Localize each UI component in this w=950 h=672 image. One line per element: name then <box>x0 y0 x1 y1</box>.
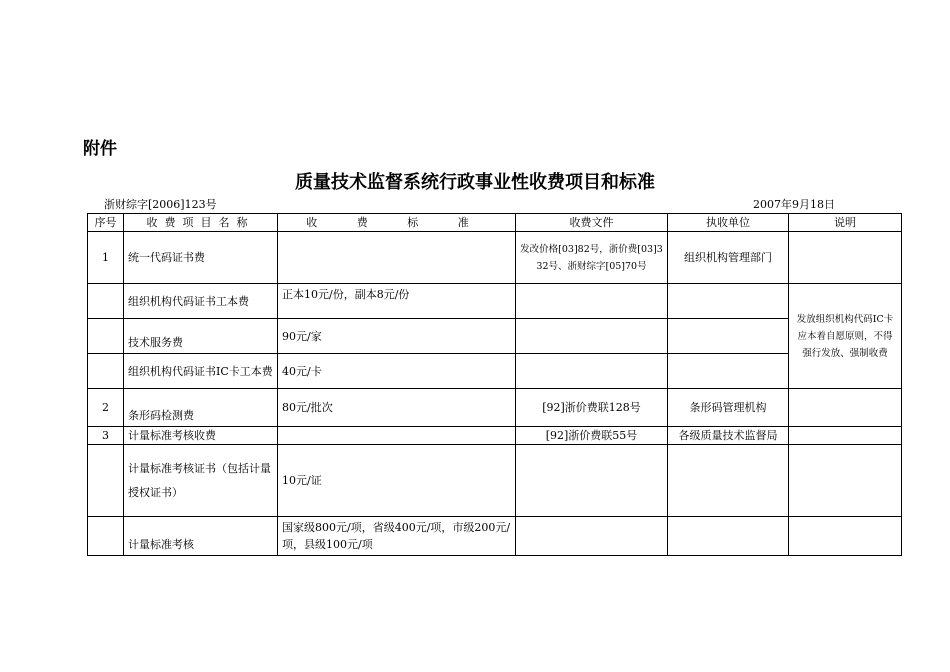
table-row <box>88 389 902 427</box>
column-header-standard: 收 费 标 准 <box>278 214 516 232</box>
column-header-no: 序号 <box>88 214 124 232</box>
table-row <box>88 232 902 284</box>
cell-unit <box>668 517 789 556</box>
cell-document <box>516 445 668 517</box>
cell-note <box>789 517 902 556</box>
cell-item-name: 技术服务费 <box>124 319 278 354</box>
cell-item-name: 统一代码证书费 <box>124 232 278 284</box>
cell-note <box>789 427 902 445</box>
cell-no: 1 <box>88 232 124 284</box>
cell-no <box>88 445 124 517</box>
cell-item-name: 组织机构代码证书工本费 <box>124 284 278 319</box>
cell-note <box>789 389 902 427</box>
merged-note-cell: 发放组织机构代码IC卡应本着自愿原则，不得强行发放、强制收费 <box>789 284 902 389</box>
table-row <box>88 445 902 517</box>
cell-standard: 80元/批次 <box>278 389 516 427</box>
document-number: 浙财综字[2006]123号 <box>104 198 217 211</box>
cell-note <box>789 232 902 284</box>
cell-document <box>516 517 668 556</box>
cell-unit <box>668 354 789 389</box>
cell-item-name: 计量标准考核证书（包括计量授权证书） <box>124 445 278 517</box>
table-row <box>88 284 902 319</box>
cell-unit <box>668 284 789 319</box>
attachment-label: 附件 <box>83 139 117 159</box>
column-header-unit: 执收单位 <box>668 214 789 232</box>
cell-document: [92]浙价费联128号 <box>516 389 668 427</box>
table-row <box>88 517 902 556</box>
cell-item-name: 组织机构代码证书IC卡工本费 <box>124 354 278 389</box>
cell-standard <box>278 232 516 284</box>
cell-item-name: 计量标准考核收费 <box>124 427 278 445</box>
column-header-item-name: 收费项目名称 <box>124 214 278 232</box>
cell-unit: 各级质量技术监督局 <box>668 427 789 445</box>
cell-document: [92]浙价费联55号 <box>516 427 668 445</box>
cell-standard: 正本10元/份，副本8元/份 <box>278 284 516 319</box>
fee-table <box>87 213 902 556</box>
cell-no <box>88 284 124 319</box>
cell-unit: 组织机构管理部门 <box>668 232 789 284</box>
cell-standard: 90元/家 <box>278 319 516 354</box>
cell-item-name: 计量标准考核 <box>124 517 278 556</box>
cell-document <box>516 354 668 389</box>
table-row <box>88 427 902 445</box>
table-row <box>88 319 902 354</box>
cell-document: 发改价格[03]82号，浙价费[03]332号、浙财综字[05]70号 <box>516 232 668 284</box>
cell-standard: 国家级800元/项，省级400元/项，市级200元/项，县级100元/项 <box>278 517 516 556</box>
cell-document <box>516 284 668 319</box>
cell-standard: 10元/证 <box>278 445 516 517</box>
cell-document <box>516 319 668 354</box>
column-header-note: 说明 <box>789 214 902 232</box>
column-header-document: 收费文件 <box>516 214 668 232</box>
cell-unit: 条形码管理机构 <box>668 389 789 427</box>
cell-no: 2 <box>88 389 124 427</box>
document-date: 2007年9月18日 <box>753 198 835 211</box>
cell-standard: 40元/卡 <box>278 354 516 389</box>
table-header-row <box>88 214 902 232</box>
cell-no <box>88 517 124 556</box>
cell-unit <box>668 319 789 354</box>
cell-no: 3 <box>88 427 124 445</box>
cell-item-name: 条形码检测费 <box>124 389 278 427</box>
cell-no <box>88 354 124 389</box>
cell-unit <box>668 445 789 517</box>
cell-note <box>789 445 902 517</box>
cell-no <box>88 319 124 354</box>
document-title: 质量技术监督系统行政事业性收费项目和标准 <box>295 172 655 193</box>
table-row <box>88 354 902 389</box>
cell-standard <box>278 427 516 445</box>
